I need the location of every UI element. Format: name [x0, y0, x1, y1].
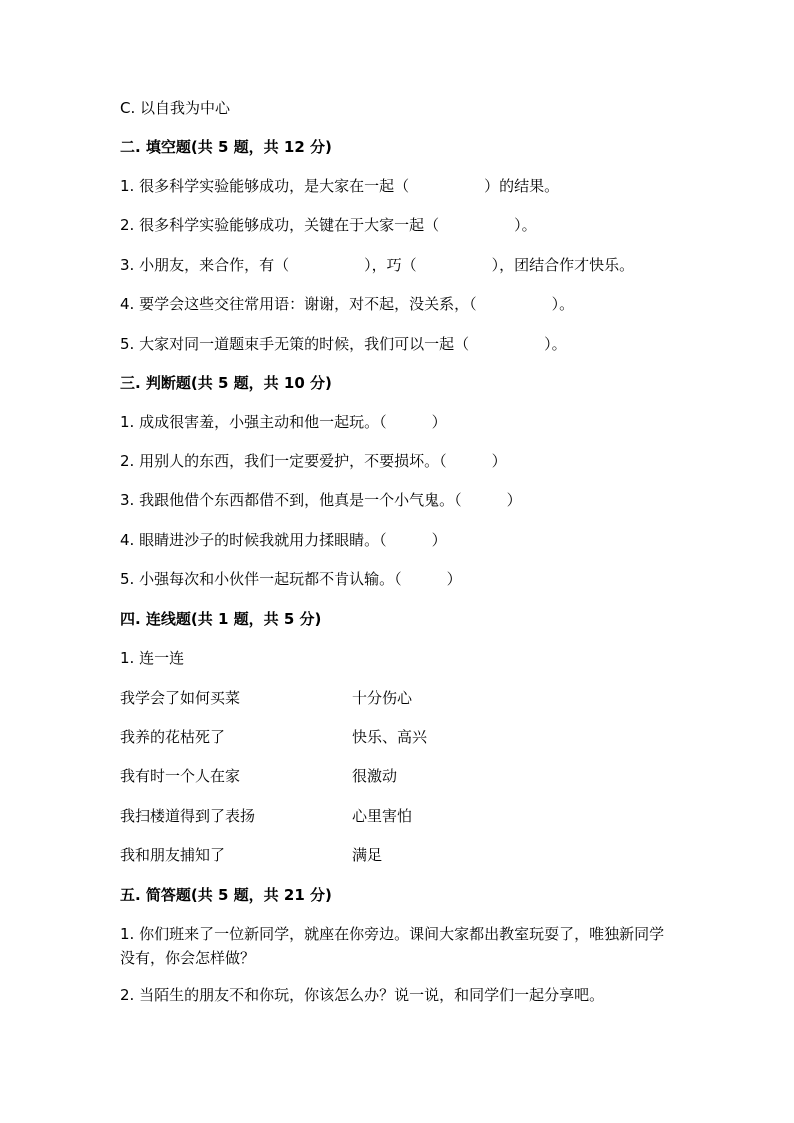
true-false-question-3: 3. 我跟他借个东西都借不到，他真是一个小气鬼。（ ） [120, 491, 522, 509]
true-false-question-1: 1. 成成很害羞，小强主动和他一起玩。（ ） [120, 413, 447, 431]
short-answer-question-1: 1. 你们班来了一位新同学，就座在你旁边。课间大家都出教室玩耍了，唯独新同学没有，你会怎样做？ [120, 925, 665, 967]
section2-heading: 二. 填空题(共 5 题，共 12 分) [120, 138, 332, 156]
matching-right-item: 很激动 [352, 767, 398, 785]
fill-blank-question-4: 4. 要学会这些交往常用语：谢谢，对不起，没关系，（ ）。 [120, 295, 575, 313]
matching-left-item: 我扫楼道得到了表扬 [120, 807, 256, 825]
matching-left-item: 我有时一个人在家 [120, 767, 241, 785]
true-false-question-5: 5. 小强每次和小伙伴一起玩都不肯认输。（ ） [120, 570, 462, 588]
fill-blank-question-2: 2. 很多科学实验能够成功，关键在于大家一起（ ）。 [120, 216, 537, 234]
fill-blank-question-5: 5. 大家对同一道题束手无策的时候，我们可以一起（ ）。 [120, 335, 567, 353]
matching-left-item: 我学会了如何买菜 [120, 689, 241, 707]
fill-blank-question-1: 1. 很多科学实验能够成功，是大家在一起（ ）的结果。 [120, 177, 560, 195]
short-answer-question-2: 2. 当陌生的朋友不和你玩，你该怎么办？说一说，和同学们一起分享吧。 [120, 986, 605, 1004]
section4-heading: 四. 连线题(共 1 题，共 5 分) [120, 610, 322, 628]
matching-right-item: 快乐、高兴 [352, 728, 428, 746]
matching-left-item: 我和朋友捕知了 [120, 846, 226, 864]
section3-heading: 三. 判断题(共 5 题，共 10 分) [120, 374, 332, 392]
section5-heading: 五. 简答题(共 5 题，共 21 分) [120, 886, 332, 904]
true-false-question-4: 4. 眼睛进沙子的时候我就用力揉眼睛。（ ） [120, 531, 447, 549]
fill-blank-question-3: 3. 小朋友，来合作，有（ ），巧（ ），团结合作才快乐。 [120, 256, 635, 274]
matching-right-item: 满足 [352, 846, 383, 864]
true-false-question-2: 2. 用别人的东西，我们一定要爱护，不要损坏。（ ） [120, 452, 507, 470]
matching-right-item: 十分伤心 [352, 689, 413, 707]
matching-left-item: 我养的花枯死了 [120, 728, 226, 746]
matching-question: 1. 连一连 [120, 649, 185, 667]
option-c: C. 以自我为中心 [120, 99, 231, 117]
matching-right-item: 心里害怕 [352, 807, 413, 825]
